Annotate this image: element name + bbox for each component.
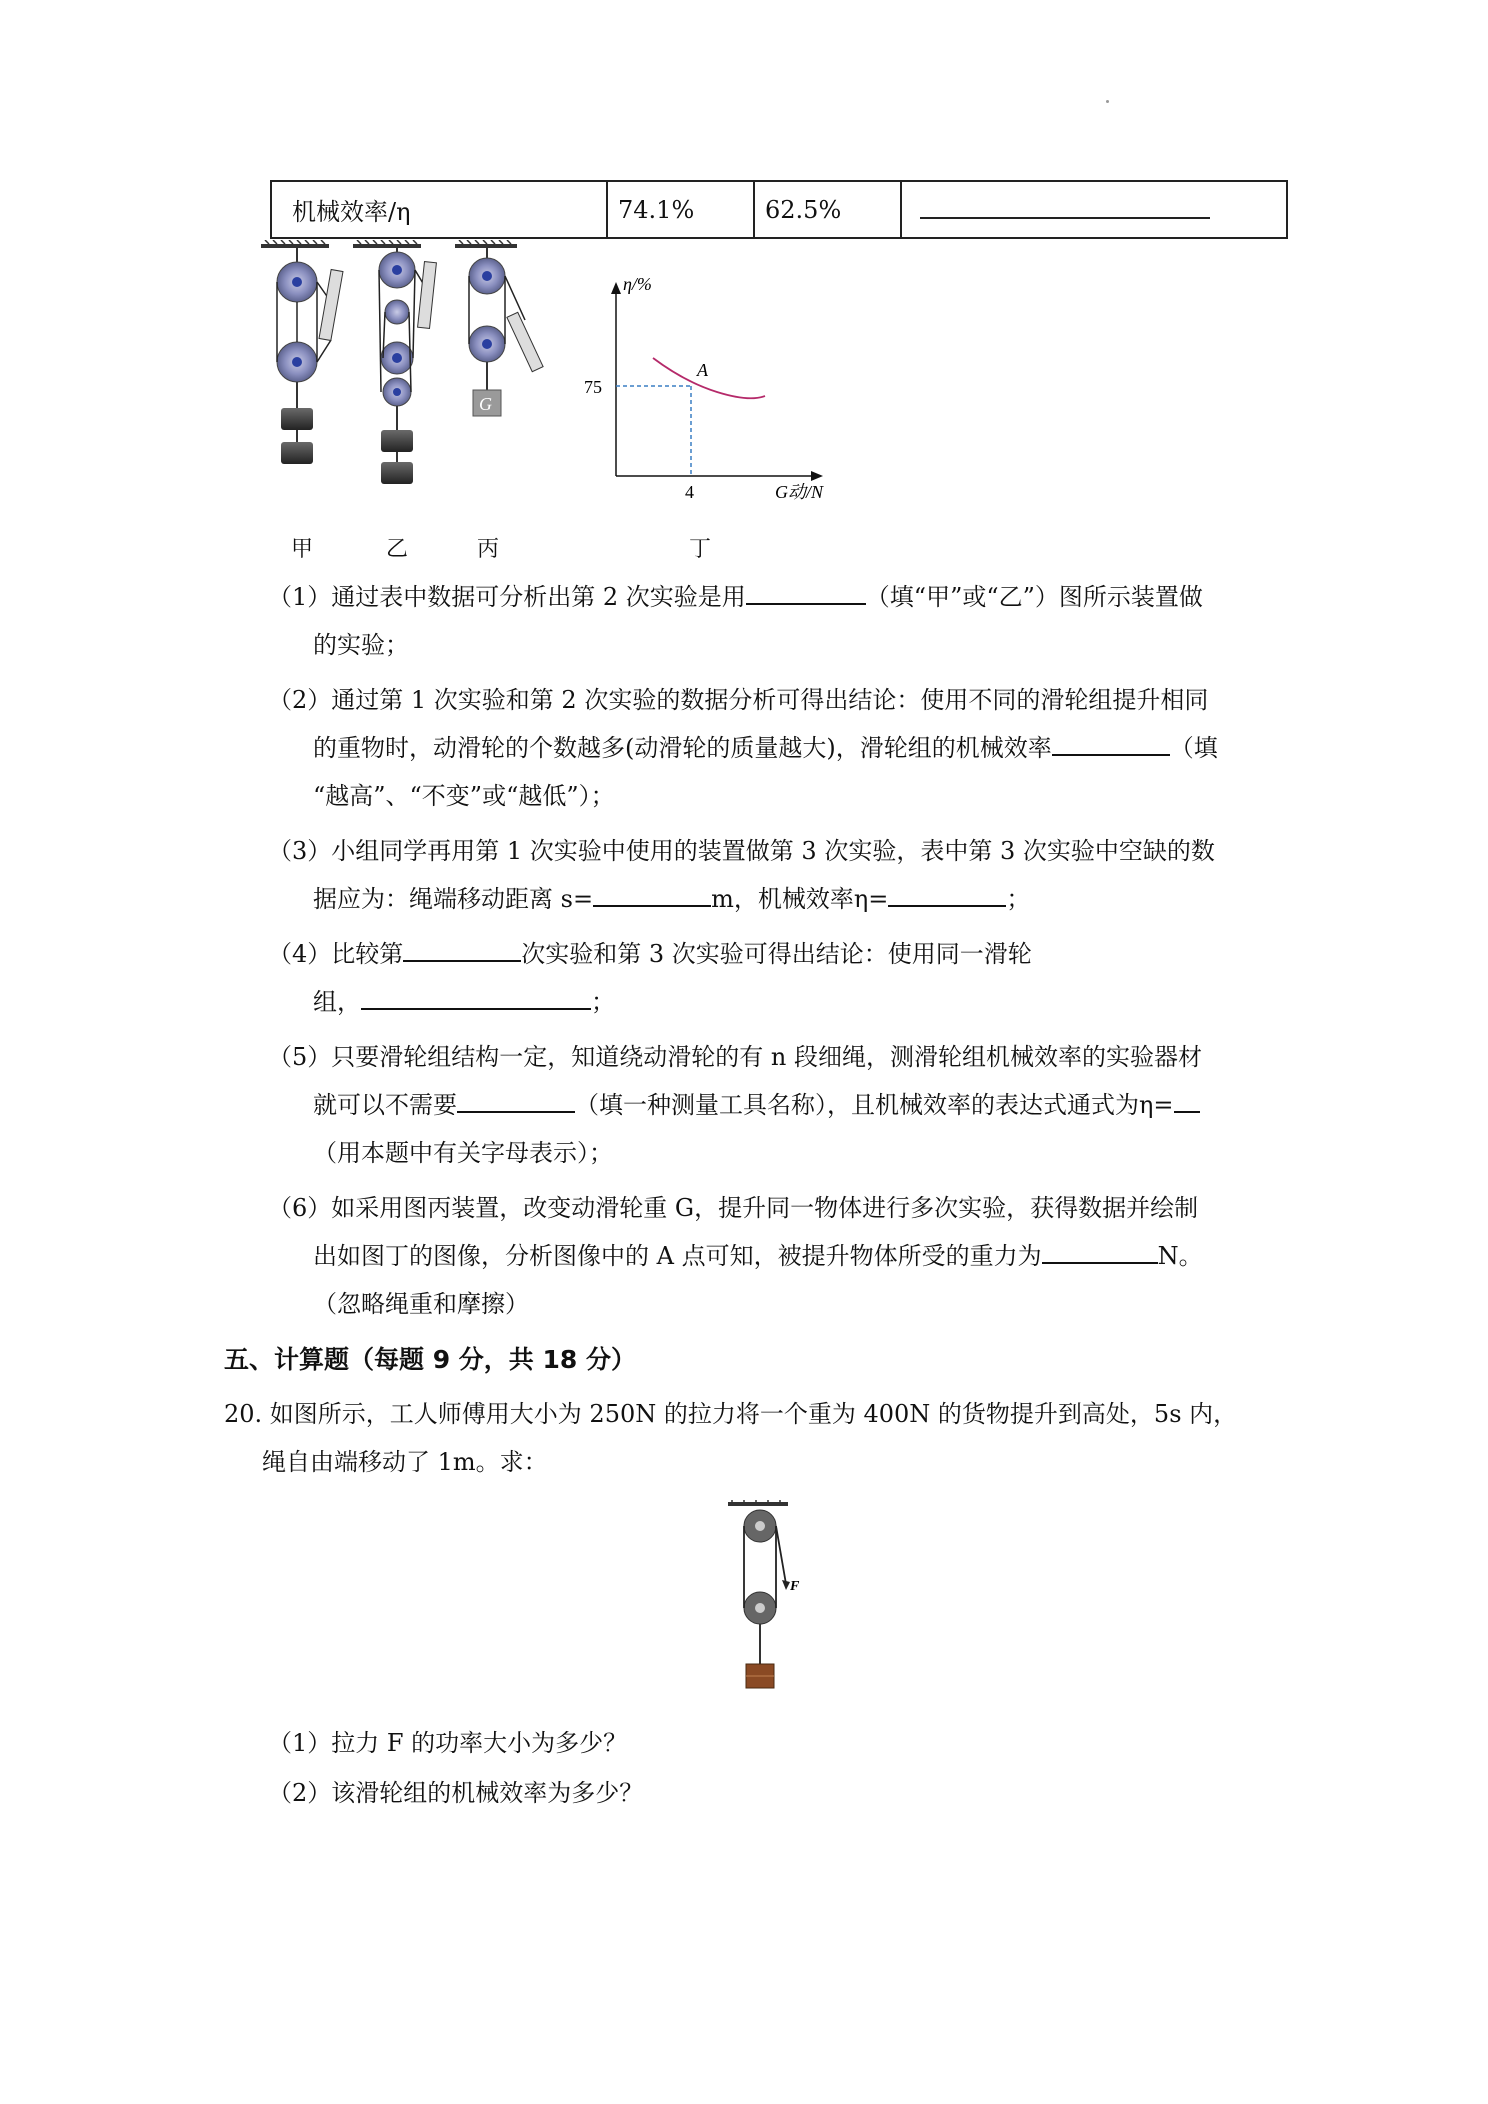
setup-jia xyxy=(261,240,343,464)
efficiency-blank-cell xyxy=(901,181,1287,238)
answer-blank[interactable] xyxy=(457,1081,575,1113)
scan-dot xyxy=(1106,100,1109,103)
y-axis-label: η/% xyxy=(623,274,652,294)
setup-bing xyxy=(455,240,543,416)
answer-blank[interactable] xyxy=(1174,1081,1200,1113)
answer-blank[interactable] xyxy=(361,978,591,1010)
single-pulley-svg xyxy=(724,1500,814,1700)
question-1-line-2: 的实验； xyxy=(313,631,409,659)
answer-blank[interactable] xyxy=(1042,1232,1158,1264)
efficiency-value-2: 62.5% xyxy=(754,181,901,238)
question-2-line-1: （2）通过第 1 次实验和第 2 次实验的数据分析可得出结论：使用不同的滑轮组提升相同 xyxy=(268,686,1209,714)
question-5-line-3: （用本题中有关字母表示）； xyxy=(313,1139,613,1167)
problem-20-line-2: 绳自由端移动了 1m。求： xyxy=(262,1448,548,1476)
answer-blank[interactable] xyxy=(403,930,521,962)
problem-20-figure xyxy=(724,1500,814,1700)
question-5-line-1: （5）只要滑轮组结构一定，知道绕动滑轮的有 n 段细绳，测滑轮组机械效率的实验器材 xyxy=(268,1043,1202,1071)
question-5-line-2: 就可以不需要 （填一种测量工具名称），且机械效率的表达式通式为η= xyxy=(313,1081,1200,1129)
point-a-label: A xyxy=(697,360,708,380)
question-4-line-2: 组， ； xyxy=(313,978,615,1026)
question-4-line-1: （4）比较第 次实验和第 3 次实验可得出结论：使用同一滑轮 xyxy=(268,930,1032,978)
question-3-line-1: （3）小组同学再用第 1 次实验中使用的装置做第 3 次实验，表中第 3 次实验中空缺的数 xyxy=(268,837,1215,865)
setup-yi xyxy=(353,240,436,484)
question-2-line-2: 的重物时，动滑轮的个数越多(动滑轮的质量越大)，滑轮组的机械效率 （填 xyxy=(313,724,1218,772)
pulley-diagrams-svg xyxy=(255,240,845,570)
answer-blank xyxy=(920,195,1210,219)
weight-label: G xyxy=(479,394,492,414)
problem-20-sub-1: （1）拉力 F 的功率大小为多少？ xyxy=(268,1729,628,1757)
x-axis-label: G动/N xyxy=(775,482,824,502)
label-bing: 丙 xyxy=(477,537,500,562)
question-3-line-2: 据应为：绳端移动距离 s= m，机械效率η= ； xyxy=(313,875,1030,923)
answer-blank[interactable] xyxy=(1052,724,1170,756)
pulley-figures xyxy=(255,240,845,570)
problem-20-sub-2: （2）该滑轮组的机械效率为多少？ xyxy=(268,1779,644,1807)
row-label: 机械效率/η xyxy=(271,181,607,238)
efficiency-table xyxy=(270,180,1288,239)
label-jia: 甲 xyxy=(291,537,314,562)
question-2-line-3: “越高”、“不变”或“越低”）； xyxy=(313,782,615,810)
efficiency-graph xyxy=(584,274,824,502)
label-yi: 乙 xyxy=(386,537,409,562)
y-tick-label: 75 xyxy=(584,377,602,397)
section-heading: 五、计算题（每题 9 分，共 18 分） xyxy=(224,1345,637,1374)
x-tick-label: 4 xyxy=(685,482,694,502)
question-6-line-3: （忽略绳重和摩擦） xyxy=(313,1290,529,1318)
force-label: F xyxy=(790,1579,800,1594)
answer-blank[interactable] xyxy=(593,875,711,907)
answer-blank[interactable] xyxy=(746,573,866,605)
table-row xyxy=(271,181,1287,238)
question-1-line-1: （1）通过表中数据可分析出第 2 次实验是用 （填“甲”或“乙”）图所示装置做 xyxy=(268,573,1203,621)
problem-20-line-1: 20. 如图所示，工人师傅用大小为 250N 的拉力将一个重为 400N 的货物提升到高处，5s 内， xyxy=(224,1400,1238,1428)
answer-blank[interactable] xyxy=(888,875,1006,907)
efficiency-value-1: 74.1% xyxy=(607,181,754,238)
question-6-line-2: 出如图丁的图像，分析图像中的 A 点可知，被提升物体所受的重力为 N。 xyxy=(313,1232,1203,1280)
question-6-line-1: （6）如采用图丙装置，改变动滑轮重 G，提升同一物体进行多次实验，获得数据并绘制 xyxy=(268,1194,1199,1222)
label-ding: 丁 xyxy=(689,537,712,562)
